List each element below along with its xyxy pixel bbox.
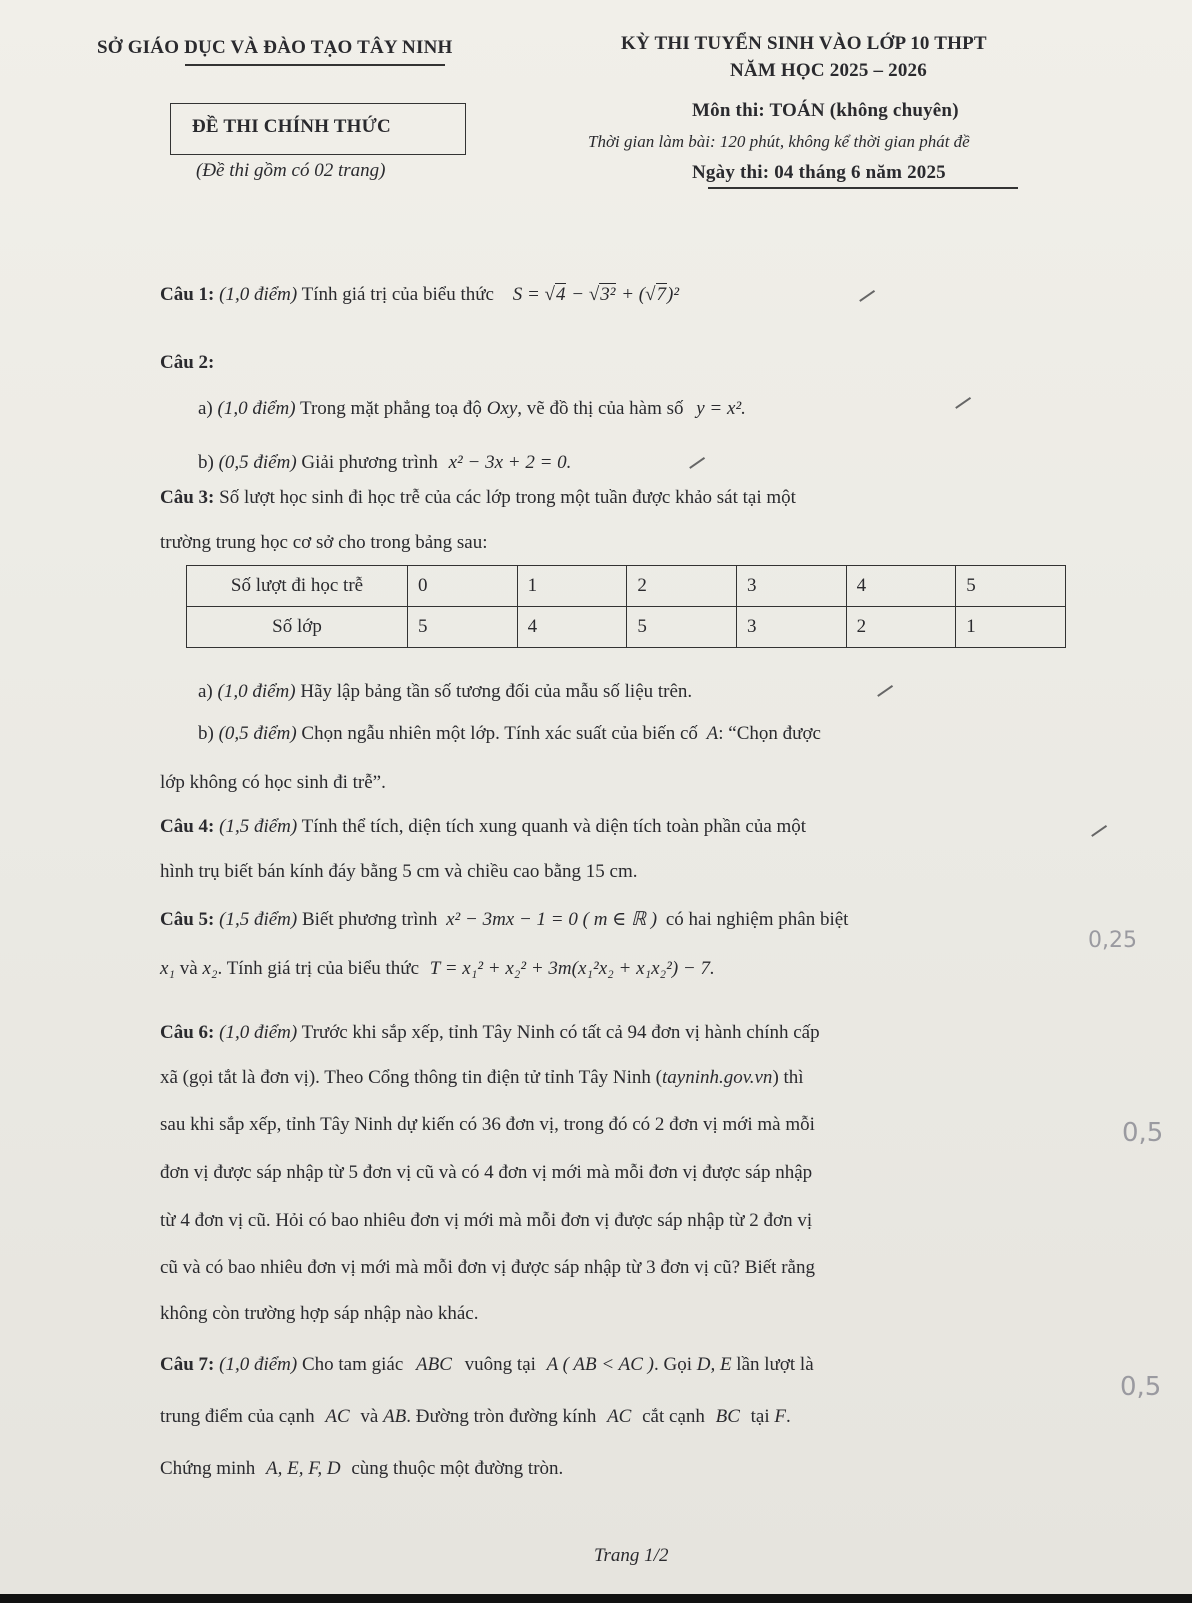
q3-intro-line1: Câu 3: Số lượt học sinh đi học trễ của các lớp trong một tuần được khảo sát tại một	[160, 487, 796, 508]
q6-line5: từ 4 đơn vị cũ. Hỏi có bao nhiêu đơn vị mới mà mỗi đơn vị được sáp nhập từ 2 đơn vị	[160, 1210, 813, 1231]
q2-label: Câu 2:	[160, 352, 215, 373]
table-cell: 1	[956, 607, 1066, 648]
table-cell: 1	[517, 566, 627, 607]
header-underline-left	[185, 64, 445, 66]
q7-line2: trung điểm của cạnh AC và AB. Đường tròn đường kính AC cắt cạnh BC tại F.	[160, 1406, 791, 1427]
q3a: a) (1,0 điểm) Hãy lập bảng tần số tương đối của mẫu số liệu trên.	[198, 681, 693, 702]
pages-note: (Đề thi gồm có 02 trang)	[196, 160, 386, 181]
q3b-line2: lớp không có học sinh đi trễ”.	[160, 772, 386, 793]
school-year: NĂM HỌC 2025 – 2026	[730, 60, 927, 81]
q6-line3: sau khi sắp xếp, tỉnh Tây Ninh dự kiến có 36 đơn vị, trong đó có 2 đơn vị mới mà mỗi	[160, 1114, 815, 1135]
page-number: Trang 1/2	[594, 1545, 669, 1566]
table-header-cell: Số lớp	[187, 607, 408, 648]
exam-date: Ngày thi: 04 tháng 6 năm 2025	[692, 162, 946, 183]
table-row	[187, 607, 1066, 648]
subject: Môn thi: TOÁN (không chuyên)	[692, 100, 959, 121]
table-cell: 4	[846, 566, 956, 607]
q7-line1: Câu 7: (1,0 điểm) Cho tam giác ABC vuông tại A ( AB < AC ). Gọi D, E lần lượt là	[160, 1354, 814, 1375]
table-cell: 3	[736, 607, 846, 648]
q6-line2: xã (gọi tắt là đơn vị). Theo Cổng thông tin điện tử tỉnh Tây Ninh (tayninh.gov.vn) thì	[160, 1067, 804, 1088]
table-cell: 4	[517, 607, 627, 648]
q6-line7: không còn trường hợp sáp nhập nào khác.	[160, 1303, 479, 1324]
q7-line3: Chứng minh A, E, F, D cùng thuộc một đường tròn.	[160, 1458, 564, 1479]
table-cell: 2	[846, 607, 956, 648]
q1-points: (1,0 điểm)	[219, 284, 298, 305]
q1-label: Câu 1:	[160, 284, 215, 305]
q6-line6: cũ và có bao nhiêu đơn vị mới mà mỗi đơn vị được sáp nhập từ 3 đơn vị cũ? Biết rằng	[160, 1257, 815, 1278]
check-mark	[877, 685, 893, 697]
q3b-line1: b) (0,5 điểm) Chọn ngẫu nhiên một lớp. Tính xác suất của biến cố A: “Chọn được	[198, 723, 821, 744]
department-name: SỞ GIÁO DỤC VÀ ĐÀO TẠO TÂY NINH	[97, 37, 453, 58]
late-arrivals-table	[186, 565, 1066, 648]
q6-line4: đơn vị được sáp nhập từ 5 đơn vị cũ và có 4 đơn vị mới mà mỗi đơn vị được sáp nhập	[160, 1162, 813, 1183]
check-mark	[689, 457, 705, 469]
q2b: b) (0,5 điểm) Giải phương trình x² − 3x + 2 = 0.	[198, 452, 572, 473]
check-mark	[1091, 825, 1107, 837]
table-cell: 2	[627, 566, 737, 607]
bottom-shadow-bar	[0, 1594, 1192, 1603]
q5-line2: x₁ và x₂. Tính giá trị của biểu thức T = x₁² + x₂² + 3m(x₁²x₂ + x₁x₂²) − 7.	[160, 958, 715, 979]
check-mark	[955, 397, 971, 409]
q4-line1: Câu 4: (1,5 điểm) Tính thể tích, diện tích xung quanh và diện tích toàn phần của một	[160, 816, 807, 837]
exam-title: KỲ THI TUYỂN SINH VÀO LỚP 10 THPT	[621, 33, 987, 54]
q5-line1: Câu 5: (1,5 điểm) Biết phương trình x² − 3mx − 1 = 0 ( m ∈ ℝ ) có hai nghiệm phân biệt	[160, 909, 849, 930]
question-1	[160, 284, 679, 306]
score-mark: 0,25	[1088, 928, 1137, 953]
q3-intro-line2: trường trung học cơ sở cho trong bảng sau:	[160, 532, 488, 553]
table-cell: 5	[956, 566, 1066, 607]
q4-line2: hình trụ biết bán kính đáy bằng 5 cm và chiều cao bằng 15 cm.	[160, 861, 638, 882]
table-header-cell: Số lượt đi học trễ	[187, 566, 408, 607]
header-underline-right	[708, 187, 1018, 189]
table-row	[187, 566, 1066, 607]
table-cell: 0	[408, 566, 518, 607]
table-cell: 3	[736, 566, 846, 607]
duration: Thời gian làm bài: 120 phút, không kể thời gian phát đề	[588, 132, 970, 151]
check-mark	[859, 290, 875, 302]
official-label: ĐỀ THI CHÍNH THỨC	[192, 116, 391, 137]
score-mark: 0,5	[1122, 1118, 1164, 1148]
q1-text: Tính giá trị của biểu thức	[301, 284, 494, 305]
q2a: a) (1,0 điểm) Trong mặt phẳng toạ độ Oxy, vẽ đồ thị của hàm số y = x².	[198, 398, 746, 419]
table-cell: 5	[408, 607, 518, 648]
q6-line1: Câu 6: (1,0 điểm) Trước khi sắp xếp, tỉnh Tây Ninh có tất cả 94 đơn vị hành chính cấp	[160, 1022, 820, 1043]
score-mark: 0,5	[1120, 1372, 1162, 1402]
table-cell: 5	[627, 607, 737, 648]
q1-expression: S = √4 − √3² + (√7)²	[512, 284, 680, 305]
